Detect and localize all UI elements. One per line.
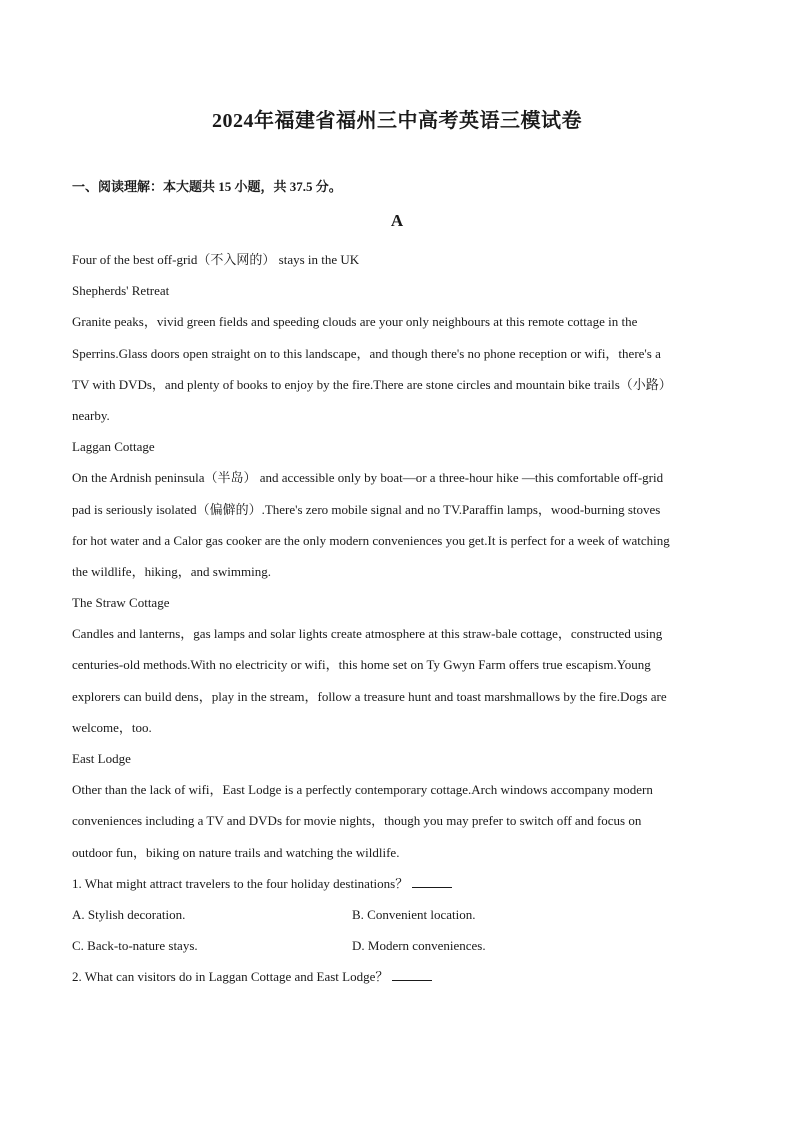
section-name: Laggan Cottage — [72, 439, 155, 455]
page-title: 2024年福建省福州三中高考英语三模试卷 — [212, 110, 582, 132]
paragraph-line: TV with DVDs，and plenty of books to enjoy by the fire.There are stone circles and mountain bike trails（小路） — [72, 376, 672, 392]
options-row — [72, 899, 722, 930]
answer-blank[interactable] — [412, 873, 452, 888]
paragraph-line: conveniences including a TV and DVDs for movie nights，though you may prefer to switch off and focus on — [72, 813, 642, 829]
part-letter: A — [390, 211, 404, 230]
paragraph-line: for hot water and a Calor gas cooker are the only modern conveniences you get.It is perfect for a week of watching — [72, 532, 670, 548]
paragraph-line: Candles and lanterns，gas lamps and solar lights create atmosphere at this straw-bale cottage，constructed using — [72, 626, 663, 642]
option-a: A. Stylish decoration. — [72, 906, 186, 922]
paragraph-line: the wildlife，hiking，and swimming. — [72, 563, 271, 579]
paragraph-line: On the Ardnish peninsula（半岛） and accessible only by boat—or a three-hour hike —this comfortable off-grid — [72, 470, 664, 486]
paragraph-line: Sperrins.Glass doors open straight on to this landscape，and though there's no phone reception or wifi，there's a — [72, 345, 661, 361]
section-name: East Lodge — [72, 751, 131, 766]
passage-heading: Four of the best off-grid（不入网的） stays in the UK — [72, 252, 360, 267]
question-stem: 1. What might attract travelers to the four holiday destinations？ — [72, 875, 409, 891]
option-b: B. Convenient location. — [352, 906, 476, 922]
paragraph-line: Other than the lack of wifi，East Lodge is a perfectly contemporary cottage.Arch windows accompany modern — [72, 782, 653, 798]
question-stem: 2. What can visitors do in Laggan Cottage and East Lodge？ — [72, 969, 389, 985]
paragraph-line: centuries-old methods.With no electricity or wifi，this home set on Ty Gwyn Farm offers true escapism.Young — [72, 657, 651, 673]
paragraph-line: explorers can build dens，play in the stream，follow a treasure hunt and toast marshmallows by the fire.Dogs are — [72, 688, 667, 704]
question-2 — [72, 961, 722, 992]
options-row — [72, 930, 722, 961]
answer-blank[interactable] — [392, 966, 432, 981]
section-name: The Straw Cottage — [72, 595, 170, 611]
option-c: C. Back-to-nature stays. — [72, 938, 198, 954]
paragraph-line: welcome，too. — [72, 719, 152, 735]
paragraph-line: pad is seriously isolated（偏僻的）.There's zero mobile signal and no TV.Paraffin lamps，wood-burning stoves — [72, 501, 661, 517]
passage-body — [72, 244, 722, 993]
paragraph-line: Granite peaks，vivid green fields and speeding clouds are your only neighbours at this remote cottage in the — [72, 314, 638, 330]
section-heading: 一、阅读理解：本大题共 15 小题，共 37.5 分。 — [72, 179, 342, 194]
question-1 — [72, 868, 722, 899]
paragraph-line: outdoor fun，biking on nature trails and watching the wildlife. — [72, 844, 400, 860]
option-d: D. Modern conveniences. — [352, 938, 486, 954]
section-name: Shepherds' Retreat — [72, 283, 170, 299]
paragraph-line: nearby. — [72, 407, 110, 423]
